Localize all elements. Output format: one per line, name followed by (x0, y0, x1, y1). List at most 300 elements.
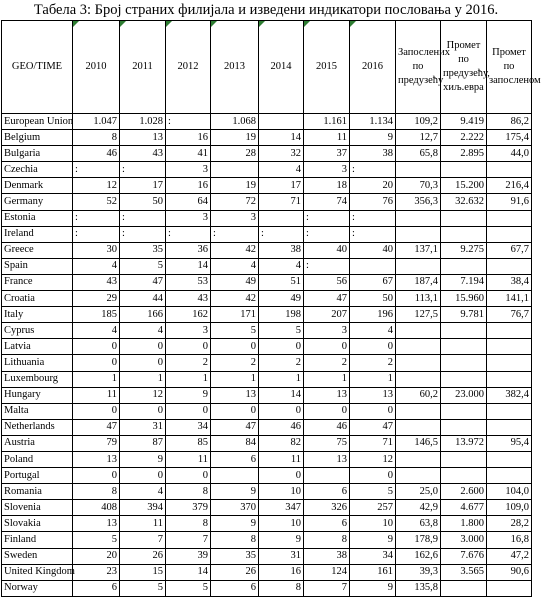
year-value-cell: 379 (166, 500, 211, 516)
year-value-cell: 11 (120, 516, 166, 532)
year-value-cell: 1 (120, 371, 166, 387)
year-value-cell: 43 (73, 274, 120, 290)
year-value-cell: 8 (166, 516, 211, 532)
year-value-cell: 3 (166, 323, 211, 339)
year-value-cell: 47 (120, 274, 166, 290)
year-value-cell: 4 (350, 323, 396, 339)
year-value-cell: 49 (211, 274, 259, 290)
year-value-cell: 4 (259, 258, 304, 274)
country-cell: Austria (2, 435, 73, 451)
table-row (2, 451, 532, 467)
year-value-cell: 207 (304, 307, 350, 323)
year-value-cell: 35 (120, 242, 166, 258)
indicator-value-cell: 178,9 (396, 532, 441, 548)
country-cell: Greece (2, 242, 73, 258)
indicator-value-cell (396, 323, 441, 339)
year-value-cell: 257 (350, 500, 396, 516)
year-value-cell: 49 (259, 291, 304, 307)
indicator-value-cell: 15.960 (441, 291, 487, 307)
country-cell: Finland (2, 532, 73, 548)
table-row (2, 564, 532, 580)
year-value-cell: 1 (350, 371, 396, 387)
year-value-cell: 16 (259, 564, 304, 580)
year-value-cell: 2 (259, 355, 304, 371)
year-value-cell: 10 (259, 484, 304, 500)
header-employees-per-enterprise: Запослених по предузећу (396, 21, 441, 114)
year-value-cell: 2 (304, 355, 350, 371)
year-value-cell: 12 (120, 387, 166, 403)
year-value-cell: 14 (166, 258, 211, 274)
year-value-cell: 5 (350, 484, 396, 500)
year-value-cell: 6 (304, 516, 350, 532)
header-turnover-per-enterprise: Промет по предузећу, хиљ.евра (441, 21, 487, 114)
year-value-cell: 16 (166, 130, 211, 146)
year-value-cell: 79 (73, 435, 120, 451)
country-cell: Sweden (2, 548, 73, 564)
year-value-cell: : (120, 162, 166, 178)
indicator-value-cell (396, 468, 441, 484)
year-value-cell: 38 (304, 548, 350, 564)
year-value-cell: 0 (73, 403, 120, 419)
header-turnover-per-employee: Промет по запосленом (487, 21, 532, 114)
year-value-cell: 15 (120, 564, 166, 580)
country-cell: Cyprus (2, 323, 73, 339)
indicator-value-cell: 28,2 (487, 516, 532, 532)
table-row (2, 468, 532, 484)
indicator-value-cell: 13.972 (441, 435, 487, 451)
year-value-cell: 408 (73, 500, 120, 516)
year-value-cell: 0 (350, 339, 396, 355)
year-value-cell (350, 258, 396, 274)
year-value-cell: 32 (259, 146, 304, 162)
year-value-cell: 7 (166, 532, 211, 548)
header-geo-time: GEO/TIME (2, 21, 73, 114)
year-value-cell: 64 (166, 194, 211, 210)
year-value-cell: 9 (259, 532, 304, 548)
year-value-cell: 0 (73, 339, 120, 355)
country-cell: Croatia (2, 291, 73, 307)
indicator-value-cell: 2.222 (441, 130, 487, 146)
indicator-value-cell: 67,7 (487, 242, 532, 258)
year-value-cell: : (73, 162, 120, 178)
year-value-cell: 38 (350, 146, 396, 162)
year-value-cell: 3 (304, 323, 350, 339)
country-cell: Malta (2, 403, 73, 419)
year-value-cell: 0 (120, 468, 166, 484)
year-value-cell: : (166, 226, 211, 242)
year-value-cell: 14 (166, 564, 211, 580)
year-value-cell: 9 (120, 451, 166, 467)
year-value-cell: 0 (211, 339, 259, 355)
year-value-cell: : (120, 226, 166, 242)
year-value-cell: 0 (304, 339, 350, 355)
year-value-cell: 326 (304, 500, 350, 516)
year-value-cell: 6 (73, 580, 120, 596)
year-value-cell: 171 (211, 307, 259, 323)
year-value-cell: : (120, 210, 166, 226)
year-value-cell: 41 (166, 146, 211, 162)
country-cell: Latvia (2, 339, 73, 355)
table-row (2, 130, 532, 146)
indicator-value-cell (441, 371, 487, 387)
year-value-cell: 46 (304, 419, 350, 435)
year-value-cell: 14 (259, 130, 304, 146)
indicator-value-cell: 7.194 (441, 274, 487, 290)
country-cell: Belgium (2, 130, 73, 146)
indicator-value-cell (441, 419, 487, 435)
header-year: 2015 (304, 21, 350, 114)
indicator-value-cell (441, 162, 487, 178)
indicator-value-cell (396, 258, 441, 274)
year-value-cell: 37 (304, 146, 350, 162)
year-value-cell: 76 (350, 194, 396, 210)
table-row (2, 210, 532, 226)
year-value-cell: 198 (259, 307, 304, 323)
year-value-cell: 14 (259, 387, 304, 403)
year-value-cell: 67 (350, 274, 396, 290)
year-value-cell: 9 (350, 130, 396, 146)
header-year: 2010 (73, 21, 120, 114)
year-value-cell: 4 (120, 484, 166, 500)
year-value-cell: 3 (304, 162, 350, 178)
country-cell: Romania (2, 484, 73, 500)
table-row (2, 387, 532, 403)
year-value-cell: 13 (304, 451, 350, 467)
year-value-cell: 13 (304, 387, 350, 403)
year-value-cell: 1.068 (211, 114, 259, 130)
year-value-cell: 47 (73, 419, 120, 435)
year-value-cell: : (350, 162, 396, 178)
year-value-cell: 13 (120, 130, 166, 146)
table-row (2, 146, 532, 162)
year-value-cell: 0 (350, 403, 396, 419)
indicator-value-cell: 65,8 (396, 146, 441, 162)
indicator-value-cell: 39,3 (396, 564, 441, 580)
indicator-value-cell (441, 258, 487, 274)
year-value-cell: 196 (350, 307, 396, 323)
year-value-cell: 1 (166, 371, 211, 387)
year-value-cell: : (304, 210, 350, 226)
year-value-cell: 1 (211, 371, 259, 387)
year-value-cell: 13 (350, 387, 396, 403)
year-value-cell: 10 (259, 516, 304, 532)
indicator-value-cell (487, 419, 532, 435)
year-value-cell: 162 (166, 307, 211, 323)
year-value-cell: 47 (211, 419, 259, 435)
country-cell: Denmark (2, 178, 73, 194)
table-row (2, 339, 532, 355)
indicator-value-cell: 3.000 (441, 532, 487, 548)
indicator-value-cell: 141,1 (487, 291, 532, 307)
country-cell: Portugal (2, 468, 73, 484)
year-value-cell: 36 (166, 242, 211, 258)
year-value-cell: 42 (211, 291, 259, 307)
table-row (2, 178, 532, 194)
year-value-cell: 2 (350, 355, 396, 371)
year-value-cell: 2 (211, 355, 259, 371)
year-value-cell: 0 (259, 339, 304, 355)
indicator-value-cell (441, 355, 487, 371)
year-value-cell: 75 (304, 435, 350, 451)
country-cell: France (2, 274, 73, 290)
year-value-cell: : (304, 226, 350, 242)
table-row (2, 258, 532, 274)
year-value-cell: 23 (73, 564, 120, 580)
year-value-cell (211, 468, 259, 484)
indicator-value-cell (441, 451, 487, 467)
indicator-value-cell (487, 162, 532, 178)
country-cell: Spain (2, 258, 73, 274)
table-row (2, 403, 532, 419)
table-row (2, 194, 532, 210)
year-value-cell: 9 (211, 516, 259, 532)
indicator-value-cell: 2.600 (441, 484, 487, 500)
year-value-cell: 9 (166, 387, 211, 403)
country-cell: Germany (2, 194, 73, 210)
year-value-cell: 11 (166, 451, 211, 467)
indicator-value-cell: 2.895 (441, 146, 487, 162)
year-value-cell: 8 (304, 532, 350, 548)
table-row (2, 516, 532, 532)
year-value-cell: 85 (166, 435, 211, 451)
table-row (2, 226, 532, 242)
year-value-cell: 71 (259, 194, 304, 210)
table-row (2, 500, 532, 516)
country-cell: Luxembourg (2, 371, 73, 387)
table-row (2, 532, 532, 548)
indicator-value-cell: 127,5 (396, 307, 441, 323)
indicator-value-cell: 146,5 (396, 435, 441, 451)
indicator-value-cell (396, 339, 441, 355)
indicator-value-cell (396, 355, 441, 371)
year-value-cell: 46 (259, 419, 304, 435)
year-value-cell: 43 (120, 146, 166, 162)
year-value-cell: 1 (304, 371, 350, 387)
indicator-value-cell (487, 339, 532, 355)
table-row (2, 548, 532, 564)
indicator-value-cell: 32.632 (441, 194, 487, 210)
year-value-cell: 3 (166, 162, 211, 178)
indicator-value-cell (487, 468, 532, 484)
year-value-cell: 0 (211, 403, 259, 419)
year-value-cell: 11 (73, 387, 120, 403)
country-cell: Norway (2, 580, 73, 596)
year-value-cell: 8 (73, 130, 120, 146)
indicator-value-cell (441, 580, 487, 596)
year-value-cell: 5 (259, 323, 304, 339)
year-value-cell: 43 (166, 291, 211, 307)
year-value-cell: 87 (120, 435, 166, 451)
year-value-cell (304, 468, 350, 484)
year-value-cell: 11 (304, 130, 350, 146)
year-value-cell: 161 (350, 564, 396, 580)
indicator-value-cell (396, 162, 441, 178)
year-value-cell: 347 (259, 500, 304, 516)
year-value-cell: 1 (259, 371, 304, 387)
indicator-value-cell (487, 580, 532, 596)
year-value-cell: 1 (73, 371, 120, 387)
country-cell: Lithuania (2, 355, 73, 371)
year-value-cell: 394 (120, 500, 166, 516)
header-year: 2016 (350, 21, 396, 114)
indicator-value-cell (441, 226, 487, 242)
indicator-value-cell (396, 226, 441, 242)
indicator-value-cell: 12,7 (396, 130, 441, 146)
year-value-cell: 50 (120, 194, 166, 210)
indicator-value-cell (487, 371, 532, 387)
year-value-cell: 56 (304, 274, 350, 290)
indicator-value-cell: 47,2 (487, 548, 532, 564)
year-value-cell: 26 (211, 564, 259, 580)
year-value-cell: 0 (120, 403, 166, 419)
indicator-value-cell (396, 371, 441, 387)
year-value-cell: 19 (211, 130, 259, 146)
year-value-cell: 5 (73, 532, 120, 548)
header-year: 2012 (166, 21, 211, 114)
year-value-cell: : (259, 226, 304, 242)
country-cell: Italy (2, 307, 73, 323)
table-row (2, 580, 532, 596)
year-value-cell: 0 (350, 468, 396, 484)
indicator-value-cell: 382,4 (487, 387, 532, 403)
year-value-cell: 28 (211, 146, 259, 162)
year-value-cell: 7 (304, 580, 350, 596)
year-value-cell: 51 (259, 274, 304, 290)
year-value-cell: : (350, 226, 396, 242)
year-value-cell: : (166, 114, 211, 130)
header-year: 2011 (120, 21, 166, 114)
indicator-value-cell: 95,4 (487, 435, 532, 451)
year-value-cell: 19 (211, 178, 259, 194)
year-value-cell: 0 (259, 403, 304, 419)
year-value-cell: 20 (73, 548, 120, 564)
year-value-cell: 30 (73, 242, 120, 258)
indicator-value-cell: 104,0 (487, 484, 532, 500)
indicator-value-cell: 175,4 (487, 130, 532, 146)
country-cell: Poland (2, 451, 73, 467)
year-value-cell: 72 (211, 194, 259, 210)
year-value-cell: 2 (166, 355, 211, 371)
year-value-cell: 31 (259, 548, 304, 564)
year-value-cell: : (73, 226, 120, 242)
year-value-cell: 370 (211, 500, 259, 516)
year-value-cell (259, 210, 304, 226)
indicator-value-cell: 137,1 (396, 242, 441, 258)
indicator-value-cell: 91,6 (487, 194, 532, 210)
indicator-value-cell: 109,2 (396, 114, 441, 130)
indicator-value-cell: 42,9 (396, 500, 441, 516)
year-value-cell: 10 (350, 516, 396, 532)
table-row (2, 242, 532, 258)
year-value-cell: 31 (120, 419, 166, 435)
year-value-cell: 13 (73, 516, 120, 532)
year-value-cell: 4 (120, 323, 166, 339)
indicator-value-cell (487, 355, 532, 371)
year-value-cell: 4 (211, 258, 259, 274)
year-value-cell: 0 (166, 468, 211, 484)
indicator-value-cell: 70,3 (396, 178, 441, 194)
country-cell: Slovakia (2, 516, 73, 532)
year-value-cell: 3 (211, 210, 259, 226)
year-value-cell: 8 (211, 532, 259, 548)
year-value-cell: 6 (211, 451, 259, 467)
year-value-cell: 9 (350, 532, 396, 548)
year-value-cell: 4 (73, 323, 120, 339)
indicator-value-cell: 162,6 (396, 548, 441, 564)
year-value-cell: 74 (304, 194, 350, 210)
indicator-value-cell: 23.000 (441, 387, 487, 403)
year-value-cell: 6 (211, 580, 259, 596)
year-value-cell: 9 (211, 484, 259, 500)
year-value-cell: 5 (211, 323, 259, 339)
indicator-value-cell: 113,1 (396, 291, 441, 307)
year-value-cell: 38 (259, 242, 304, 258)
year-value-cell (211, 162, 259, 178)
year-value-cell: 8 (166, 484, 211, 500)
year-value-cell: 18 (304, 178, 350, 194)
year-value-cell: 8 (259, 580, 304, 596)
country-cell: Slovenia (2, 500, 73, 516)
year-value-cell: 20 (350, 178, 396, 194)
country-cell: United Kingdom (2, 564, 73, 580)
indicator-value-cell (396, 419, 441, 435)
country-cell: Bulgaria (2, 146, 73, 162)
indicator-value-cell (396, 210, 441, 226)
year-value-cell: 5 (120, 258, 166, 274)
year-value-cell: 0 (120, 355, 166, 371)
indicator-value-cell (487, 323, 532, 339)
year-value-cell: 34 (350, 548, 396, 564)
country-cell: Estonia (2, 210, 73, 226)
year-value-cell: 47 (350, 419, 396, 435)
indicator-value-cell: 9.275 (441, 242, 487, 258)
indicator-value-cell: 15.200 (441, 178, 487, 194)
year-value-cell: 17 (120, 178, 166, 194)
table-row (2, 307, 532, 323)
table-row (2, 419, 532, 435)
country-cell: Netherlands (2, 419, 73, 435)
year-value-cell: 8 (73, 484, 120, 500)
year-value-cell: : (304, 258, 350, 274)
indicator-value-cell (396, 403, 441, 419)
indicator-value-cell: 76,7 (487, 307, 532, 323)
table-body (2, 114, 532, 597)
year-value-cell: 82 (259, 435, 304, 451)
year-value-cell: 17 (259, 178, 304, 194)
table-row (2, 484, 532, 500)
table-title: Табела 3: Број страних филијала и изведени индикатори пословања у 2016. (33, 2, 499, 18)
table-row (2, 355, 532, 371)
year-value-cell: 166 (120, 307, 166, 323)
year-value-cell: 0 (73, 355, 120, 371)
indicator-value-cell: 9.419 (441, 114, 487, 130)
year-value-cell: 12 (73, 178, 120, 194)
year-value-cell: : (73, 210, 120, 226)
year-value-cell: 0 (259, 468, 304, 484)
affiliates-table (1, 20, 541, 597)
indicator-value-cell (441, 339, 487, 355)
year-value-cell: 50 (350, 291, 396, 307)
table-row (2, 114, 532, 130)
year-value-cell: 9 (350, 580, 396, 596)
indicator-value-cell: 1.800 (441, 516, 487, 532)
country-cell: Czechia (2, 162, 73, 178)
indicator-value-cell (441, 323, 487, 339)
indicator-value-cell: 109,0 (487, 500, 532, 516)
year-value-cell: 29 (73, 291, 120, 307)
indicator-value-cell: 4.677 (441, 500, 487, 516)
year-value-cell: 185 (73, 307, 120, 323)
